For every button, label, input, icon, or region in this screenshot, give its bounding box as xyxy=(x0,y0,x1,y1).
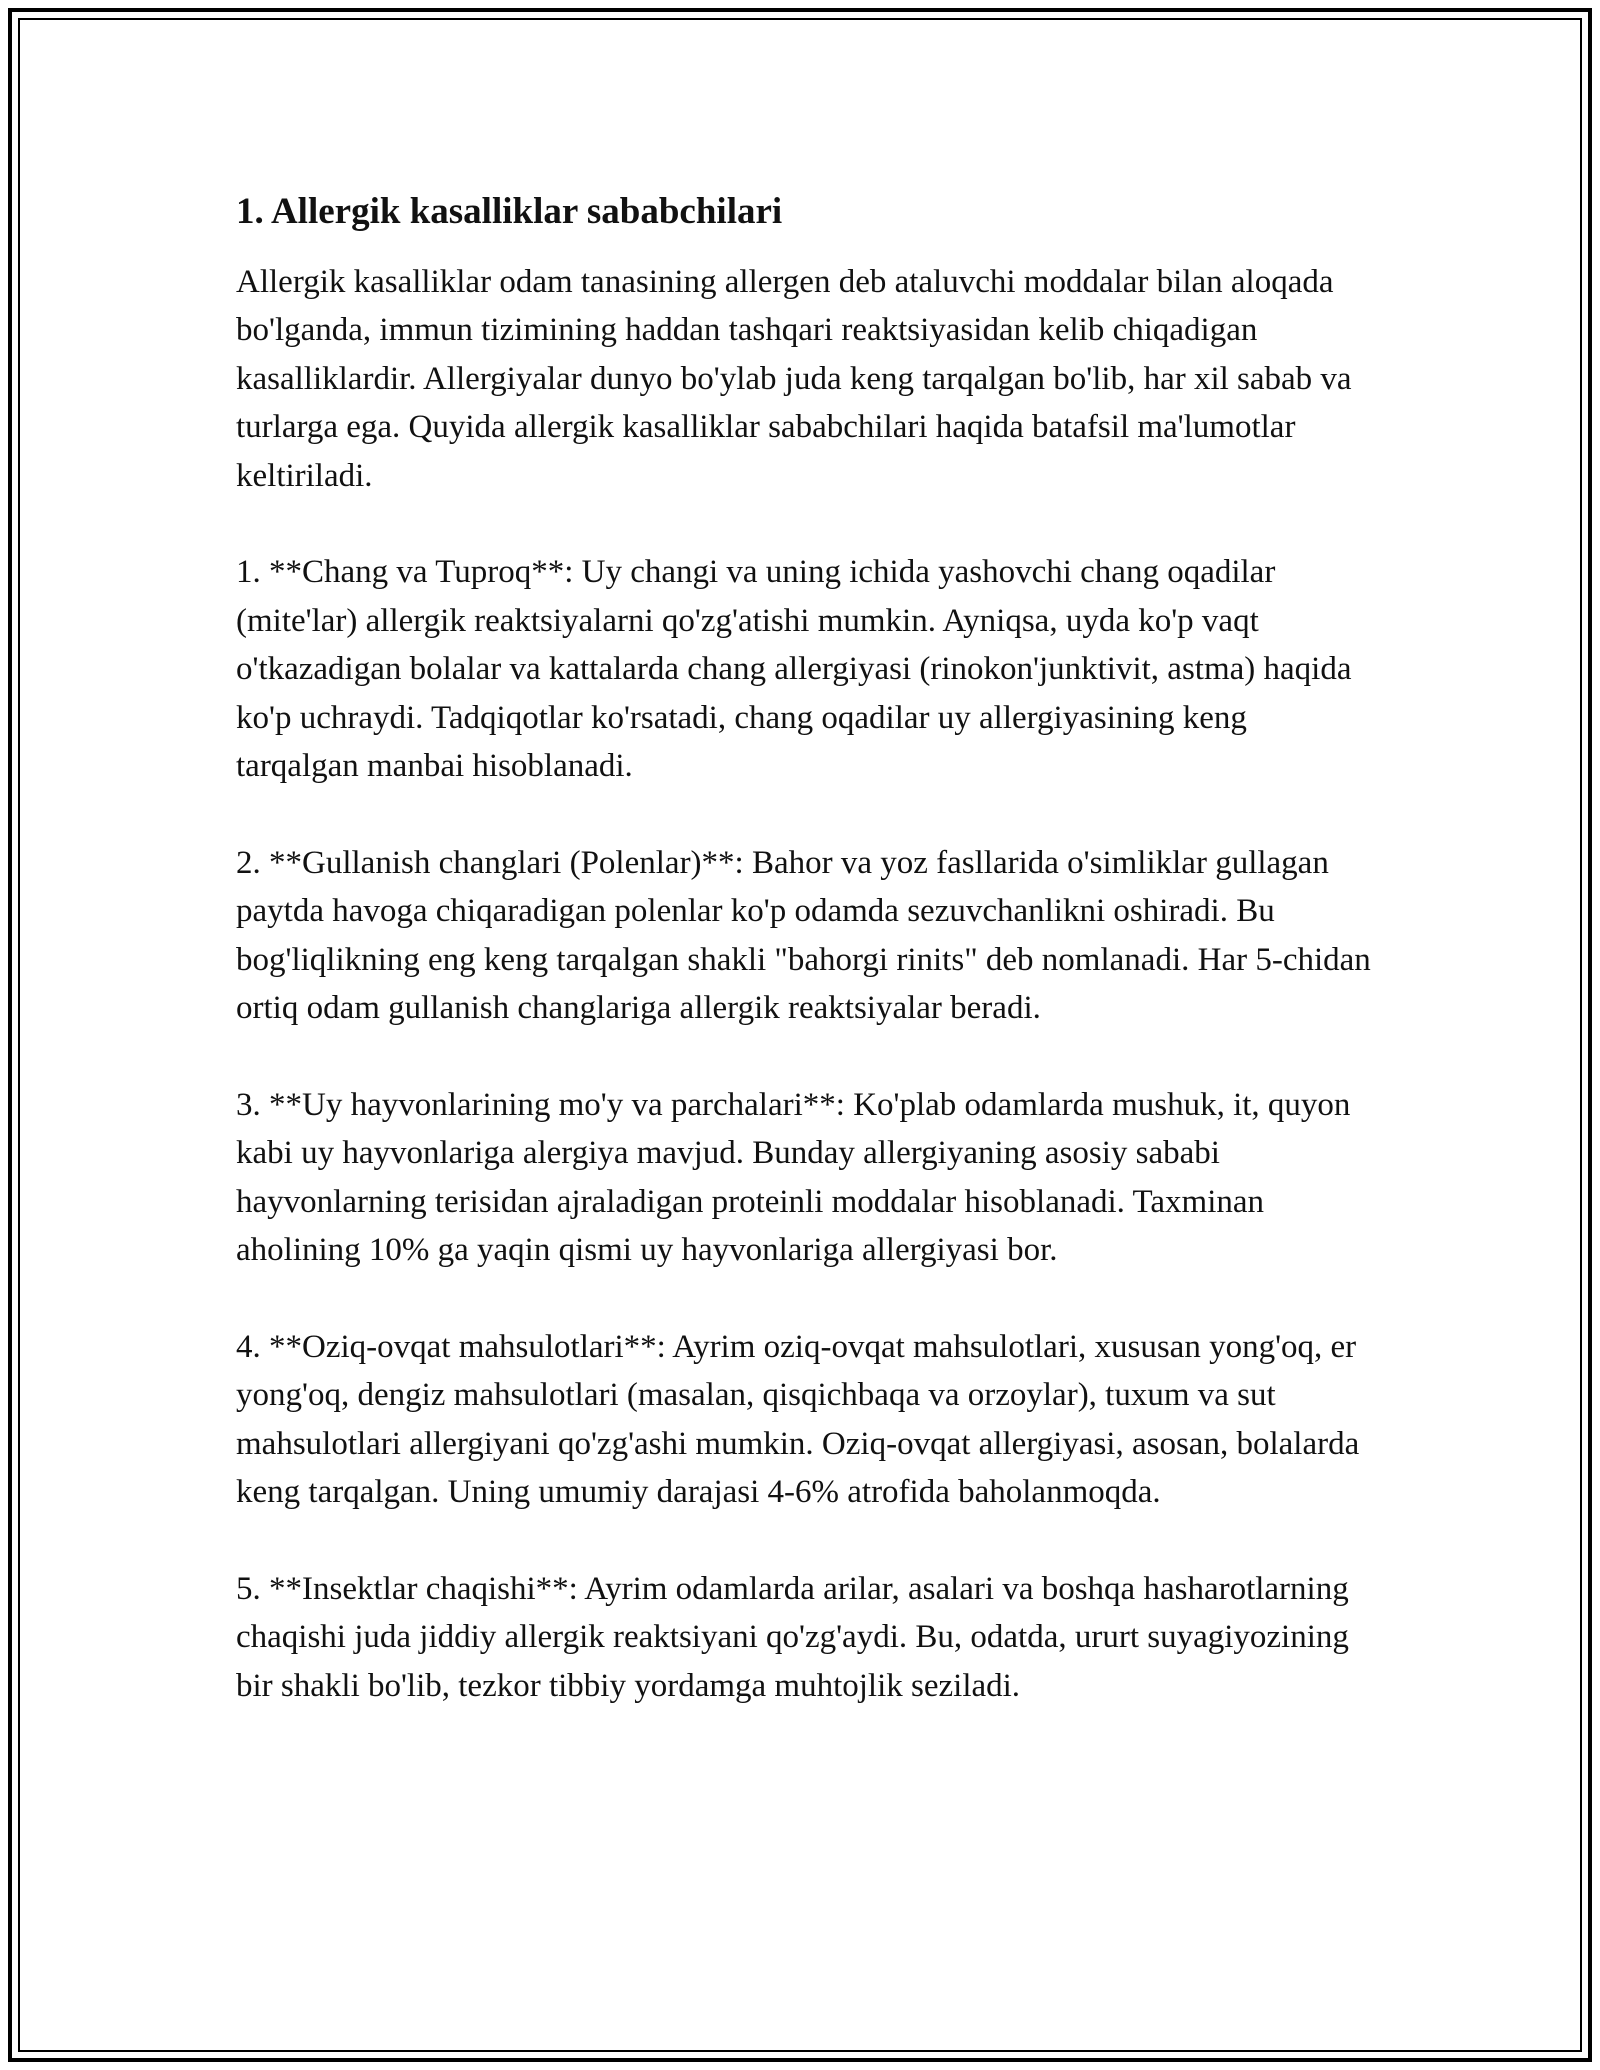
section-title: 1. Allergik kasalliklar sababchilari xyxy=(236,191,783,232)
list-item-dust: 1. **Chang va Tuproq**: Uy changi va uning ichida yashovchi chang oqadilar (mite'lar) allergik reaktsiyalarni qo'zg'atishi mumkin. Ayniqsa, uyda ko'p vaqt o'tkazadigan bolalar va kattalarda chang allergiyasi (rinokon'junktivit, astma) haqida ko'p uchraydi. Tadqiqotlar ko'rsatadi, chang oqadilar uy allergiyasining keng tarqalgan manbai hisoblanadi. xyxy=(236,554,1352,785)
document-body xyxy=(236,188,1376,1759)
list-item-pets: 3. **Uy hayvonlarining mo'y va parchalari**: Ko'plab odamlarda mushuk, it, quyon kabi uy hayvonlariga alergiya mavjud. Bunday allergiyaning asosiy sababi hayvonlarning terisidan ajraladigan proteinli moddalar hisoblanadi. Taxminan aholining 10% ga yaqin qismi uy hayvonlariga allergiyasi bor. xyxy=(236,1086,1351,1269)
list-item-food: 4. **Oziq-ovqat mahsulotlari**: Ayrim oziq-ovqat mahsulotlari, xususan yong'oq, er yong'oq, dengiz mahsulotlari (masalan, qisqichbaqa va orzoylar), tuxum va sut mahsulotlari allergiyani qo'zg'ashi mumkin. Oziq-ovqat allergiyasi, asosan, bolalarda keng tarqalgan. Uning umumiy darajasi 4-6% atrofida baholanmoqda. xyxy=(236,1328,1360,1511)
list-item-pollen: 2. **Gullanish changlari (Polenlar)**: Bahor va yoz fasllarida o'simliklar gullagan paytda havoga chiqaradigan polenlar ko'p odamda sezuvchanlikni oshiradi. Bu bog'liqlikning eng keng tarqalgan shakli "bahorgi rinits" deb nomlanadi. Har 5-chidan ortiq odam gullanish changlariga allergik reaktsiyalar beradi. xyxy=(236,844,1371,1027)
list-item-insects: 5. **Insektlar chaqishi**: Ayrim odamlarda arilar, asalari va boshqa hasharotlarning chaqishi juda jiddiy allergik reaktsiyani qo'zg'aydi. Bu, odatda, ururt suyagiyozining bir shakli bo'lib, tezkor tibbiy yordamga muhtojlik seziladi. xyxy=(236,1570,1349,1704)
intro-paragraph: Allergik kasalliklar odam tanasining allergen deb ataluvchi moddalar bilan aloqada bo'lganda, immun tizimining haddan tashqari reaktsiyasidan kelib chiqadigan kasalliklardir. Allergiyalar dunyo bo'ylab juda keng tarqalgan bo'lib, har xil sabab va turlarga ega. Quyida allergik kasalliklar sababchilari haqida batafsil ma'lumotlar keltiriladi. xyxy=(236,264,1352,494)
